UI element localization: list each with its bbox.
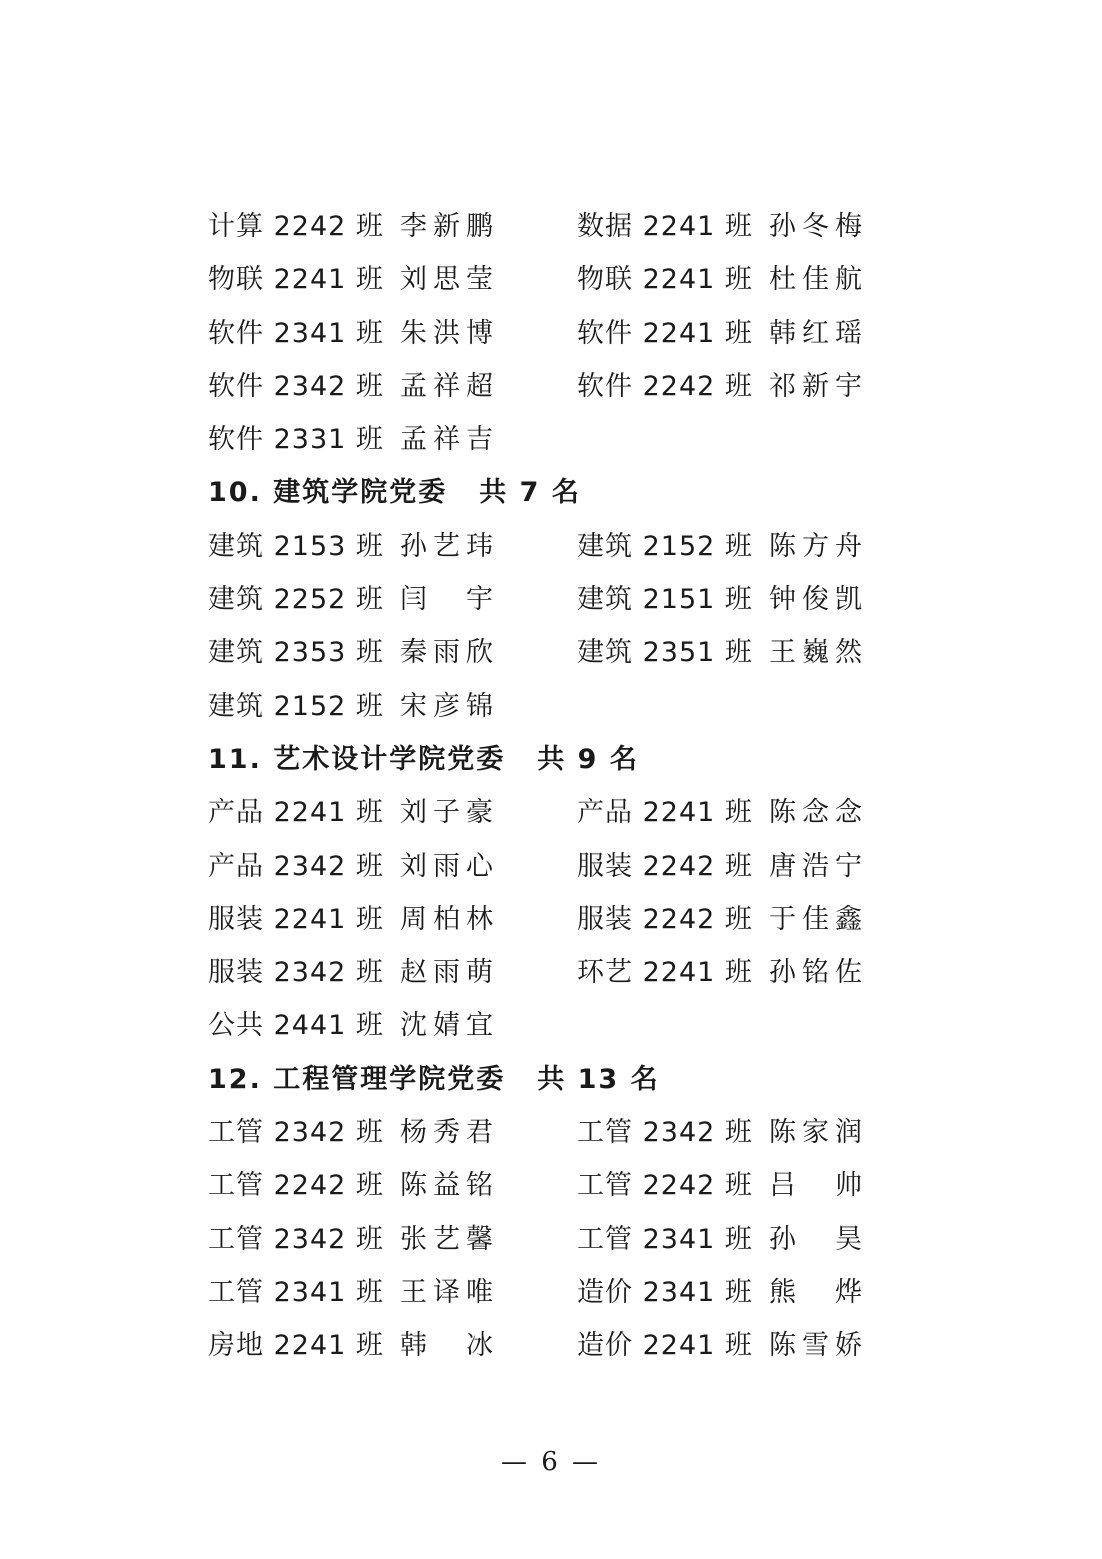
student-name: 陈念念: [769, 797, 868, 829]
section-title: 10. 建筑学院党委: [208, 477, 448, 509]
student-name: 陈方舟: [769, 530, 868, 562]
student-name: 孙铭佐: [769, 957, 868, 989]
student-name: 周柏林: [400, 903, 499, 935]
student-name: 唐浩宁: [769, 850, 868, 882]
student-name: 钟俊凯: [769, 584, 868, 616]
list-item: [208, 1106, 908, 1159]
student-name: 吕 帅: [769, 1170, 868, 1202]
student-name: 祁新宇: [769, 370, 868, 402]
student-name: 沈婧宜: [400, 1010, 499, 1042]
section-count: 共 9 名: [537, 743, 639, 775]
section-count: 共 7 名: [479, 477, 581, 509]
student-name: 陈雪娇: [769, 1330, 868, 1362]
list-item: [208, 253, 908, 306]
student-name: 王译唯: [400, 1276, 499, 1308]
list-item: [208, 840, 908, 893]
class-label: 建筑 2353 班: [208, 637, 384, 669]
section-heading: [208, 466, 908, 519]
section-heading: [208, 733, 908, 786]
student-name: 孙冬梅: [769, 211, 868, 242]
document-body: [208, 200, 908, 1373]
student-name: 陈家润: [769, 1117, 868, 1149]
student-name: 李新鹏: [400, 211, 499, 242]
class-label: 工管 2242 班: [577, 1170, 753, 1202]
class-label: 公共 2441 班: [208, 1010, 384, 1042]
class-label: 服装 2342 班: [208, 957, 384, 989]
student-name: 韩 冰: [400, 1330, 499, 1362]
student-name: 孙 昊: [769, 1223, 868, 1255]
student-name: 于佳鑫: [769, 903, 868, 935]
student-name: 杜佳航: [769, 264, 868, 296]
class-label: 工管 2341 班: [577, 1223, 753, 1255]
class-label: 软件 2331 班: [208, 424, 384, 456]
student-name: 韩红瑶: [769, 317, 868, 349]
class-label: 物联 2241 班: [208, 264, 384, 296]
student-name: 闫 宇: [400, 584, 499, 616]
class-label: 工管 2242 班: [208, 1170, 384, 1202]
section-architecture: [208, 466, 908, 732]
student-name: 孟祥吉: [400, 424, 499, 456]
student-name: 王巍然: [769, 637, 868, 669]
class-label: 造价 2241 班: [577, 1330, 753, 1362]
class-label: 服装 2241 班: [208, 903, 384, 935]
list-item: [208, 1266, 908, 1319]
class-label: 软件 2342 班: [208, 370, 384, 402]
list-item: [208, 680, 908, 733]
class-label: 服装 2242 班: [577, 850, 753, 882]
list-item: [208, 413, 908, 466]
class-label: 软件 2242 班: [577, 370, 753, 402]
continued-list: [208, 200, 908, 466]
class-label: 建筑 2152 班: [577, 530, 753, 562]
student-name: 刘雨心: [400, 850, 499, 882]
class-label: 数据 2241 班: [577, 211, 753, 242]
list-item: [208, 573, 908, 626]
list-item: [208, 1319, 908, 1372]
class-label: 物联 2241 班: [577, 264, 753, 296]
class-label: 软件 2341 班: [208, 317, 384, 349]
page-number: — 6 —: [500, 1447, 602, 1477]
class-label: 建筑 2351 班: [577, 637, 753, 669]
class-label: 造价 2341 班: [577, 1276, 753, 1308]
class-label: 软件 2241 班: [577, 317, 753, 349]
list-item: [208, 626, 908, 679]
class-label: 服装 2242 班: [577, 903, 753, 935]
section-art-design: [208, 733, 908, 1053]
class-label: 计算 2242 班: [208, 211, 384, 242]
class-label: 产品 2241 班: [208, 797, 384, 829]
student-name: 刘子豪: [400, 797, 499, 829]
student-name: 熊 烨: [769, 1276, 868, 1308]
section-heading: [208, 1053, 908, 1106]
student-name: 杨秀君: [400, 1117, 499, 1149]
class-label: 建筑 2153 班: [208, 530, 384, 562]
class-label: 工管 2342 班: [208, 1223, 384, 1255]
section-engineering-management: [208, 1053, 908, 1373]
class-label: 环艺 2241 班: [577, 957, 753, 989]
section-title: 11. 艺术设计学院党委: [208, 743, 506, 775]
list-item: [208, 946, 908, 999]
list-item: [208, 893, 908, 946]
class-label: 产品 2241 班: [577, 797, 753, 829]
section-count: 共 13 名: [537, 1063, 660, 1095]
student-name: 朱洪博: [400, 317, 499, 349]
student-name: 孟祥超: [400, 370, 499, 402]
student-name: 秦雨欣: [400, 637, 499, 669]
class-label: 工管 2341 班: [208, 1276, 384, 1308]
class-label: 房地 2241 班: [208, 1330, 384, 1362]
list-item: [208, 1159, 908, 1212]
list-item: [208, 200, 908, 253]
list-item: [208, 1213, 908, 1266]
class-label: 产品 2342 班: [208, 850, 384, 882]
student-name: 赵雨萌: [400, 957, 499, 989]
class-label: 工管 2342 班: [577, 1117, 753, 1149]
student-name: 孙艺玮: [400, 530, 499, 562]
list-item: [208, 999, 908, 1052]
class-label: 建筑 2152 班: [208, 690, 384, 722]
section-title: 12. 工程管理学院党委: [208, 1063, 506, 1095]
list-item: [208, 360, 908, 413]
student-name: 宋彦锦: [400, 690, 499, 722]
class-label: 工管 2342 班: [208, 1117, 384, 1149]
student-name: 刘思莹: [400, 264, 499, 296]
class-label: 建筑 2151 班: [577, 584, 753, 616]
student-name: 张艺馨: [400, 1223, 499, 1255]
class-label: 建筑 2252 班: [208, 584, 384, 616]
list-item: [208, 307, 908, 360]
list-item: [208, 786, 908, 839]
list-item: [208, 520, 908, 573]
student-name: 陈益铭: [400, 1170, 499, 1202]
